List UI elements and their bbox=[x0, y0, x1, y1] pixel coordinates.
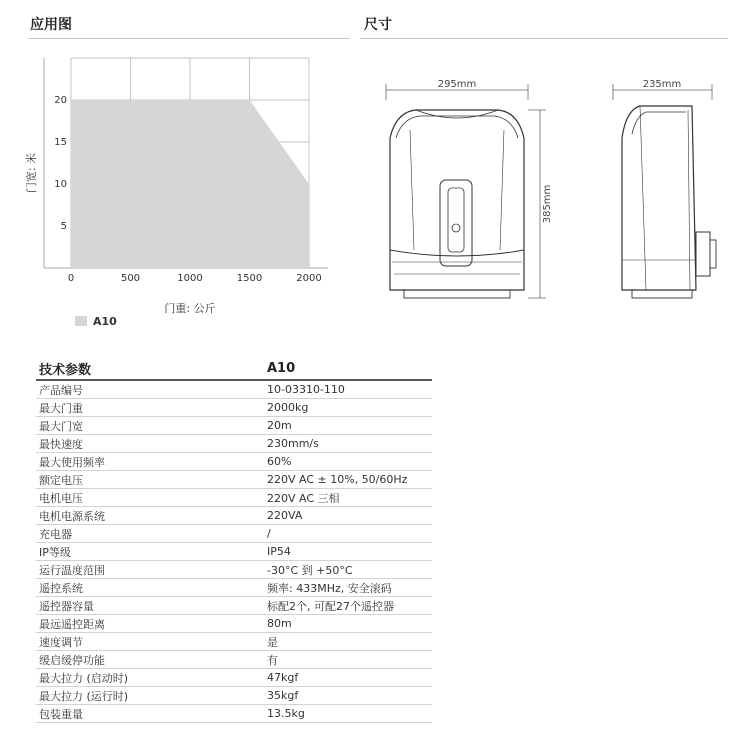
spec-key: 产品编号 bbox=[36, 380, 264, 399]
spec-row bbox=[36, 435, 432, 453]
spec-row bbox=[36, 669, 432, 687]
spec-key: 最大拉力 (启动时) bbox=[36, 669, 264, 687]
spec-row bbox=[36, 507, 432, 525]
spec-value: 47kgf bbox=[264, 669, 432, 687]
x-tick-label: 1500 bbox=[236, 273, 263, 284]
spec-row bbox=[36, 489, 432, 507]
y-tick-label: 20 bbox=[54, 95, 67, 106]
spec-row bbox=[36, 417, 432, 435]
y-tick-label: 10 bbox=[54, 179, 67, 190]
spec-value: 2000kg bbox=[264, 399, 432, 417]
spec-key: 最大门宽 bbox=[36, 417, 264, 435]
spec-key: 速度调节 bbox=[36, 633, 264, 651]
legend-swatch-A10 bbox=[75, 316, 87, 326]
spec-header-value: A10 bbox=[264, 357, 432, 380]
spec-key: 电机电源系统 bbox=[36, 507, 264, 525]
spec-row bbox=[36, 597, 432, 615]
application-title: 应用图 bbox=[30, 17, 72, 33]
y-axis-label: 门宽: 米 bbox=[25, 152, 38, 194]
application-divider bbox=[28, 38, 350, 39]
spec-key: IP等级 bbox=[36, 543, 264, 561]
spec-value: 220VA bbox=[264, 507, 432, 525]
spec-row bbox=[36, 543, 432, 561]
spec-row bbox=[36, 579, 432, 597]
spec-value: 220V AC 三相 bbox=[264, 489, 432, 507]
spec-key: 最快速度 bbox=[36, 435, 264, 453]
spec-key: 缓启缓停功能 bbox=[36, 651, 264, 669]
spec-value: 35kgf bbox=[264, 687, 432, 705]
front-view-drawing bbox=[390, 110, 524, 298]
spec-value: 20m bbox=[264, 417, 432, 435]
spec-value: 有 bbox=[264, 651, 432, 669]
spec-value: 220V AC ± 10%, 50/60Hz bbox=[264, 471, 432, 489]
spec-key: 最大拉力 (运行时) bbox=[36, 687, 264, 705]
y-tick-label: 15 bbox=[54, 137, 67, 148]
spec-value: 80m bbox=[264, 615, 432, 633]
dimensions-title: 尺寸 bbox=[364, 17, 392, 33]
spec-key: 遥控器容量 bbox=[36, 597, 264, 615]
spec-value: 10-03310-110 bbox=[264, 380, 432, 399]
y-tick-label: 5 bbox=[60, 221, 67, 232]
spec-value: 频率: 433MHz, 安全滚码 bbox=[264, 579, 432, 597]
height-label: 385mm bbox=[542, 184, 553, 224]
dimensions-divider bbox=[360, 38, 728, 39]
area-series-A10 bbox=[71, 100, 309, 268]
spec-row bbox=[36, 687, 432, 705]
x-tick-label: 1000 bbox=[177, 273, 203, 284]
spec-value: 标配2个, 可配27个遥控器 bbox=[264, 597, 432, 615]
spec-row bbox=[36, 453, 432, 471]
spec-key: 额定电压 bbox=[36, 471, 264, 489]
x-tick-label: 0 bbox=[67, 273, 75, 284]
spec-row bbox=[36, 561, 432, 579]
spec-header-key: 技术参数 bbox=[36, 357, 264, 380]
spec-table bbox=[36, 357, 432, 723]
spec-row bbox=[36, 615, 432, 633]
spec-row bbox=[36, 705, 432, 723]
spec-value: IP54 bbox=[264, 543, 432, 561]
spec-key: 包装重量 bbox=[36, 705, 264, 723]
spec-key: 充电器 bbox=[36, 525, 264, 543]
side-depth-label: 235mm bbox=[642, 79, 682, 90]
spec-key: 运行温度范围 bbox=[36, 561, 264, 579]
spec-key: 最大使用频率 bbox=[36, 453, 264, 471]
x-axis-label: 门重: 公斤 bbox=[164, 302, 216, 315]
spec-row bbox=[36, 399, 432, 417]
x-tick-label: 2000 bbox=[296, 273, 322, 284]
side-view-drawing bbox=[622, 106, 716, 298]
legend-label-A10: A10 bbox=[93, 315, 117, 328]
spec-value: 是 bbox=[264, 633, 432, 651]
spec-row bbox=[36, 651, 432, 669]
spec-key: 最大门重 bbox=[36, 399, 264, 417]
spec-key: 遥控系统 bbox=[36, 579, 264, 597]
x-tick-label: 500 bbox=[120, 273, 141, 284]
spec-value: 13.5kg bbox=[264, 705, 432, 723]
spec-value: 230mm/s bbox=[264, 435, 432, 453]
application-chart bbox=[0, 40, 350, 340]
spec-value: / bbox=[264, 525, 432, 543]
spec-key: 最远遥控距离 bbox=[36, 615, 264, 633]
spec-key: 电机电压 bbox=[36, 489, 264, 507]
spec-row bbox=[36, 525, 432, 543]
front-width-label: 295mm bbox=[437, 79, 477, 90]
spec-value: 60% bbox=[264, 453, 432, 471]
spec-header-row bbox=[36, 357, 432, 380]
spec-row bbox=[36, 380, 432, 399]
spec-row bbox=[36, 471, 432, 489]
spec-body bbox=[36, 380, 432, 723]
spec-row bbox=[36, 633, 432, 651]
spec-value: -30°C 到 +50°C bbox=[264, 561, 432, 579]
dimension-drawings bbox=[370, 70, 740, 310]
